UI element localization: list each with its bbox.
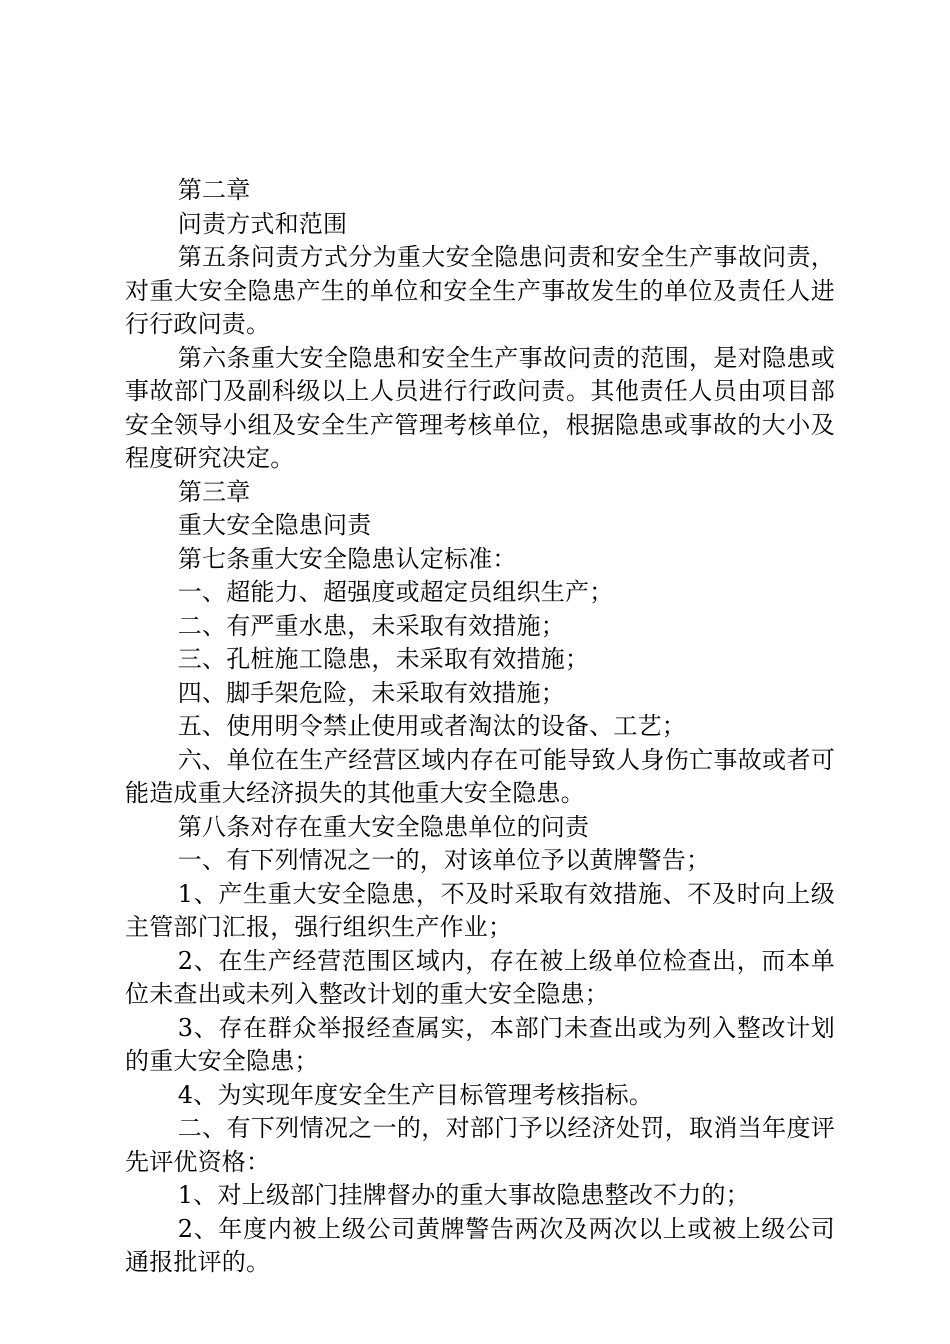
article-8-section-2: 二、有下列情况之一的，对部门予以经济处罚，取消当年度评先评优资格： bbox=[125, 1114, 835, 1176]
article-7: 第七条重大安全隐患认定标准： bbox=[177, 544, 517, 573]
article-8-section-1-item-2: 2、在生产经营范围区域内，存在被上级单位检查出，而本单位未查出或未列入整改计划的重大安全隐患； bbox=[125, 946, 835, 1008]
article-7-item-1: 一、超能力、超强度或超定员组织生产； bbox=[177, 578, 614, 606]
article-7-item-6: 六、单位在生产经营区域内存在可能导致人身伤亡事故或者可能造成重大经济损失的其他重大安全隐患。 bbox=[125, 745, 835, 807]
article-7-item-4: 四、脚手架危险，未采取有效措施； bbox=[177, 678, 565, 707]
article-7-item-2: 二、有严重水患，未采取有效措施； bbox=[177, 611, 565, 640]
article-8-section-2-item-2: 2、年度内被上级公司黄牌警告两次及两次以上或被上级公司通报批评的。 bbox=[125, 1214, 835, 1276]
article-7-item-3: 三、孔桩施工隐患，未采取有效措施； bbox=[177, 645, 590, 673]
chapter-title-3: 重大安全隐患问责 bbox=[177, 511, 372, 539]
chapter-title-2: 问责方式和范围 bbox=[177, 209, 348, 238]
article-8-section-1-item-1: 1、产生重大安全隐患，不及时采取有效措施、不及时向上级主管部门汇报，强行组织生产作业； bbox=[125, 879, 835, 941]
document-page bbox=[125, 174, 835, 1280]
chapter-heading-2: 第二章 bbox=[177, 176, 251, 204]
article-8-section-1-item-3: 3、存在群众举报经查属实，本部门未查出或为列入整改计划的重大安全隐患； bbox=[125, 1013, 835, 1075]
article-5: 第五条问责方式分为重大安全隐患问责和安全生产事故问责，对重大安全隐患产生的单位和安全生产事故发生的单位及责任人进行行政问责。 bbox=[125, 243, 835, 338]
article-8-section-1-item-4: 4、为实现年度安全生产目标管理考核指标。 bbox=[177, 1080, 654, 1109]
article-8: 第八条对存在重大安全隐患单位的问责 bbox=[177, 812, 590, 841]
article-6: 第六条重大安全隐患和安全生产事故问责的范围，是对隐患或事故部门及副科级以上人员进行行政问责。其他责任人员由项目部安全领导小组及安全生产管理考核单位，根据隐患或事故的大小及程度研究决定。 bbox=[125, 343, 835, 472]
article-8-section-2-item-1: 1、对上级部门挂牌督办的重大事故隐患整改不力的； bbox=[177, 1181, 750, 1209]
article-8-section-1: 一、有下列情况之一的，对该单位予以黄牌警告； bbox=[177, 846, 711, 874]
chapter-heading-3: 第三章 bbox=[177, 477, 251, 506]
article-7-item-5: 五、使用明令禁止使用或者淘汰的设备、工艺； bbox=[177, 712, 686, 740]
